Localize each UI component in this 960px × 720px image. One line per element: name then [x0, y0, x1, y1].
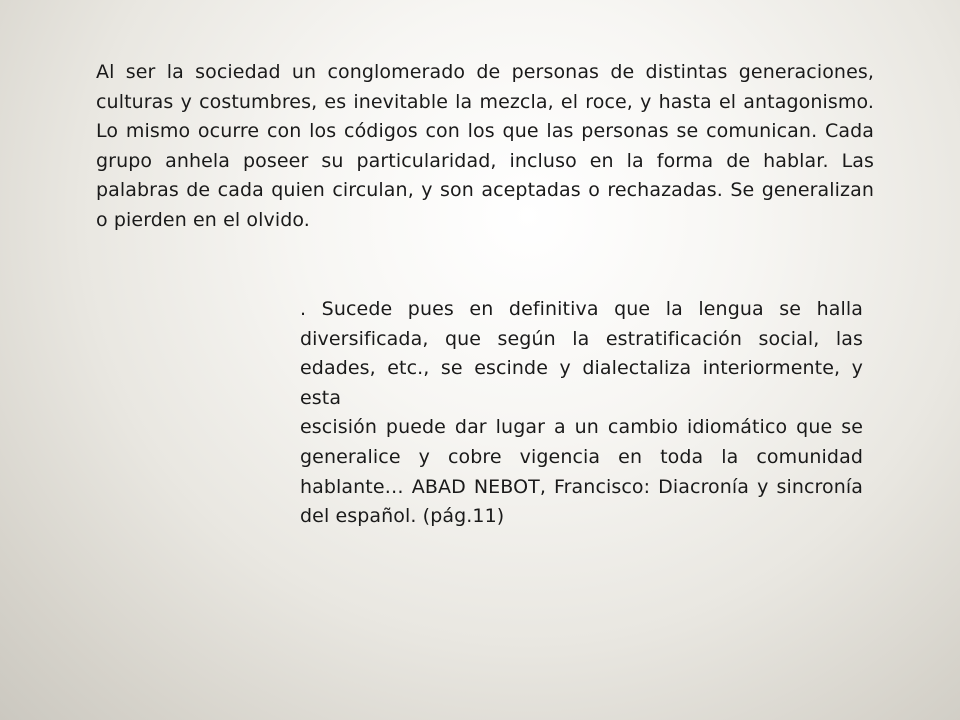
quote-paragraph-part-1: . Sucede pues en definitiva que la lengua se halla diversificada, que según la estratificación social, las edades, etc., se escinde y dialectaliza interiormente, y esta	[300, 298, 863, 409]
quote-block	[300, 295, 863, 532]
quote-paragraph-part-2: escisión puede dar lugar a un cambio idiomático que se generalice y cobre vigencia en toda la comunidad hablante… ABAD NEBOT, Francisco: Diacronía y sincronía del español. (pág.11)	[300, 416, 863, 528]
intro-paragraph: Al ser la sociedad un conglomerado de personas de distintas generaciones, culturas y costumbres, es inevitable la mezcla, el roce, y hasta el antagonismo. Lo mismo ocurre con los códigos con los que las personas se comunican. Cada grupo anhela poseer su particularidad, incluso en la forma de hablar. Las palabras de cada quien circulan, y son aceptadas o rechazadas. Se generalizan o pierden en el olvido.	[96, 61, 874, 231]
